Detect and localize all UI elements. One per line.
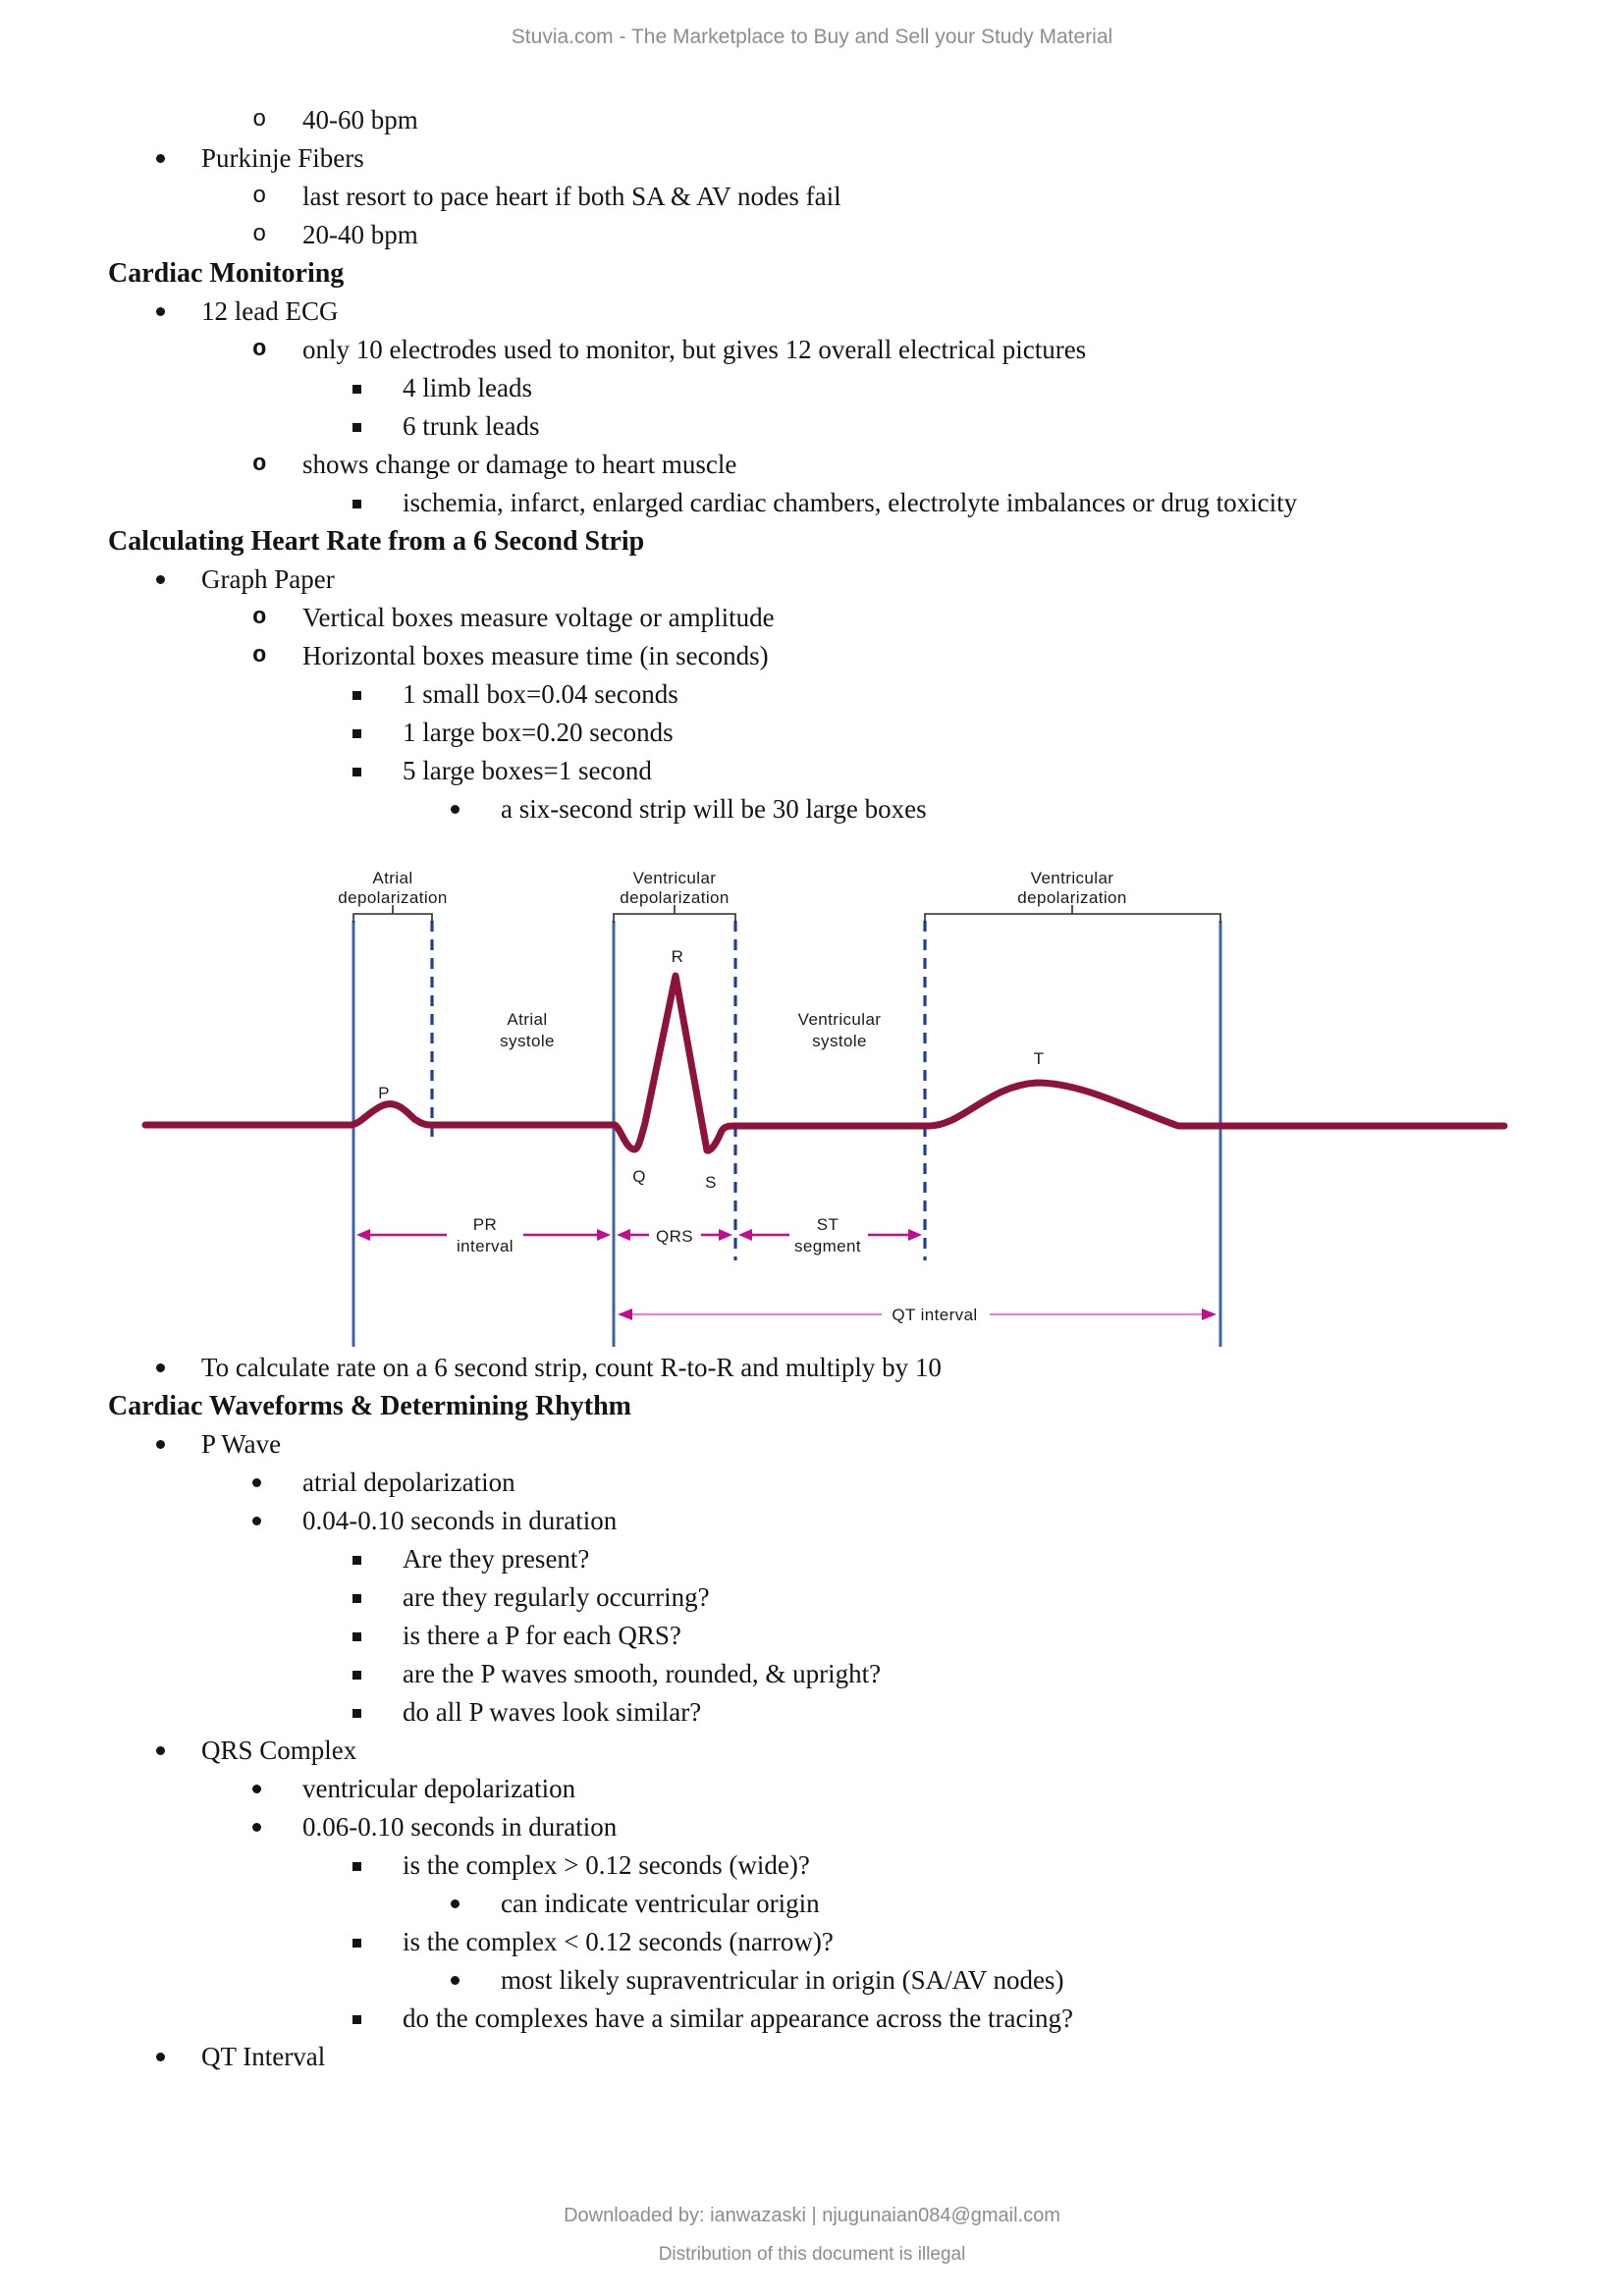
bullet-marker: o: [252, 605, 267, 631]
list-item-text: Are they present?: [403, 1544, 590, 1574]
list-item: [0, 752, 1624, 790]
list-item-text: 1 small box=0.04 seconds: [403, 679, 678, 709]
bullet-marker: [156, 1746, 165, 1755]
bullet-marker: [352, 1862, 361, 1871]
list-item: [0, 139, 1624, 178]
list-item-text: 5 large boxes=1 second: [403, 756, 652, 785]
ventricular-systole-label-line2: systole: [812, 1032, 867, 1050]
q-wave-label: Q: [632, 1167, 646, 1186]
list-item-text: QT Interval: [201, 2042, 326, 2071]
list-item: [0, 1578, 1624, 1617]
t-wave-label: T: [1033, 1049, 1045, 1068]
list-item-text: QRS Complex: [201, 1735, 357, 1765]
label-brackets: [353, 905, 1220, 923]
atrial-depolarization-label-line1: Atrial: [372, 869, 413, 887]
list-item: [0, 1540, 1624, 1578]
bullet-marker: [451, 1976, 460, 1985]
bullet-marker: [352, 1709, 361, 1718]
list-item-text: 0.04-0.10 seconds in duration: [302, 1506, 618, 1535]
qrs-label: QRS: [655, 1227, 694, 1246]
bullet-marker: [156, 575, 165, 584]
bullet-marker: [352, 1594, 361, 1603]
bullet-marker: [156, 1363, 165, 1372]
heading-text: Calculating Heart Rate from a 6 Second Strip: [108, 526, 645, 557]
bullet-marker: [352, 423, 361, 432]
list-item: [0, 216, 1624, 254]
list-item-text: Vertical boxes measure voltage or amplitude: [302, 603, 775, 632]
list-item-text: a six-second strip will be 30 large boxes: [501, 794, 927, 824]
bullet-marker: [156, 1440, 165, 1449]
ventricular-systole-label-line1: Ventricular: [797, 1010, 882, 1029]
r-wave-label: R: [671, 947, 684, 966]
bullet-marker: [156, 154, 165, 163]
bullet-marker: [352, 2015, 361, 2024]
list-item-text: Graph Paper: [201, 564, 335, 594]
bullet-marker: [252, 1478, 261, 1487]
list-item: [0, 1846, 1624, 1885]
dashed-boundary-lines: [432, 921, 925, 1260]
bullet-marker: [252, 1785, 261, 1793]
bullet-marker: o: [252, 337, 267, 363]
list-item: [0, 101, 1624, 139]
list-item: [0, 1502, 1624, 1540]
ventricular-repolarization-label-line2: depolarization: [1017, 888, 1127, 907]
qt-interval-label: QT interval: [892, 1306, 978, 1324]
list-item: [0, 2038, 1624, 2076]
list-item-text: atrial depolarization: [302, 1468, 515, 1497]
list-item-text: Horizontal boxes measure time (in seconds): [302, 641, 769, 670]
list-item: [0, 1732, 1624, 1770]
list-item-text: 12 lead ECG: [201, 296, 339, 326]
st-segment-label-line2: segment: [793, 1237, 862, 1255]
list-item: [0, 446, 1624, 484]
bullet-marker: o: [252, 184, 267, 210]
bullet-marker: [352, 1632, 361, 1641]
stuvia-header: Stuvia.com - The Marketplace to Buy and Sell your Study Material: [511, 26, 1113, 48]
bullet-marker: o: [252, 452, 267, 478]
list-item-text: are they regularly occurring?: [403, 1582, 710, 1612]
list-item-text: 1 large box=0.20 seconds: [403, 718, 674, 747]
list-item: [0, 369, 1624, 407]
solid-boundary-lines: [353, 921, 1220, 1347]
list-item: [0, 561, 1624, 599]
list-item-text: 6 trunk leads: [403, 411, 540, 441]
bullet-marker: o: [252, 107, 267, 133]
legal-footer: Distribution of this document is illegal: [658, 2244, 966, 2265]
list-item-text: is the complex > 0.12 seconds (wide)?: [403, 1850, 810, 1880]
bullet-marker: [352, 729, 361, 738]
heading-text: Cardiac Monitoring: [108, 258, 345, 289]
list-item: [0, 1349, 1624, 1387]
bullet-marker: [252, 1517, 261, 1525]
list-item-text: Purkinje Fibers: [201, 143, 364, 173]
bullet-marker: [252, 1823, 261, 1832]
section-heading: [0, 254, 1624, 293]
ecg-diagram: [137, 856, 1512, 1347]
ventricular-repolarization-label-line1: Ventricular: [1030, 869, 1114, 887]
list-item: [0, 1425, 1624, 1464]
bullet-marker: [352, 385, 361, 394]
st-segment-label-line1: ST: [816, 1215, 839, 1234]
list-item: [0, 675, 1624, 714]
list-item-text: P Wave: [201, 1429, 282, 1459]
list-item-text: last resort to pace heart if both SA & AV nodes fail: [302, 182, 841, 211]
ventricular-depolarization-label-line2: depolarization: [620, 888, 730, 907]
list-item-text: shows change or damage to heart muscle: [302, 450, 737, 479]
heading-text: Cardiac Waveforms & Determining Rhythm: [108, 1391, 631, 1421]
list-item: [0, 1655, 1624, 1693]
list-item: [0, 484, 1624, 522]
bullet-marker: [156, 307, 165, 316]
list-item: [0, 1808, 1624, 1846]
list-item: [0, 1923, 1624, 1961]
list-item-text: is the complex < 0.12 seconds (narrow)?: [403, 1927, 834, 1956]
list-item: [0, 637, 1624, 675]
bullet-marker: [156, 2053, 165, 2061]
atrial-systole-label-line2: systole: [500, 1032, 555, 1050]
list-item: [0, 790, 1624, 828]
list-item: [0, 1770, 1624, 1808]
list-item: [0, 2000, 1624, 2038]
list-item-text: 0.06-0.10 seconds in duration: [302, 1812, 618, 1842]
list-item-text: ischemia, infarct, enlarged cardiac chambers, electrolyte imbalances or drug toxicity: [403, 488, 1298, 517]
list-item: [0, 1693, 1624, 1732]
atrial-systole-label-line1: Atrial: [507, 1010, 548, 1029]
bullet-marker: [352, 500, 361, 508]
bullet-marker: [451, 805, 460, 814]
list-item: [0, 1961, 1624, 2000]
section-heading: [0, 522, 1624, 561]
list-item-text: do the complexes have a similar appearance across the tracing?: [403, 2003, 1073, 2033]
atrial-depolarization-label-line2: depolarization: [338, 888, 448, 907]
list-item: [0, 178, 1624, 216]
notes-block-top: [0, 101, 1624, 828]
list-item-text: 4 limb leads: [403, 373, 532, 402]
list-item-text: can indicate ventricular origin: [501, 1889, 820, 1918]
list-item: [0, 293, 1624, 331]
p-wave-label: P: [378, 1084, 390, 1102]
section-heading: [0, 1387, 1624, 1425]
download-footer: Downloaded by: ianwazaski | njugunaian084@gmail.com: [564, 2205, 1060, 2226]
list-item: [0, 1617, 1624, 1655]
ventricular-depolarization-label-line1: Ventricular: [632, 869, 717, 887]
bullet-marker: [451, 1899, 460, 1908]
ecg-waveform-trace: [145, 976, 1504, 1150]
list-item-text: is there a P for each QRS?: [403, 1621, 681, 1650]
bullet-marker: o: [252, 222, 267, 248]
list-item: [0, 714, 1624, 752]
list-item: [0, 1464, 1624, 1502]
list-item-text: do all P waves look similar?: [403, 1697, 702, 1727]
list-item-text: 40-60 bpm: [302, 105, 418, 134]
list-item: [0, 1885, 1624, 1923]
list-item-text: only 10 electrodes used to monitor, but gives 12 overall electrical pictures: [302, 335, 1087, 364]
list-item-text: most likely supraventricular in origin (SA/AV nodes): [501, 1965, 1064, 1995]
list-item-text: are the P waves smooth, rounded, & upright?: [403, 1659, 882, 1688]
bullet-marker: [352, 1556, 361, 1565]
pr-interval-label-line1: PR: [472, 1215, 498, 1234]
notes-block-bottom: [0, 1349, 1624, 2076]
bullet-marker: [352, 1671, 361, 1680]
list-item: [0, 599, 1624, 637]
list-item-text: ventricular depolarization: [302, 1774, 576, 1803]
list-item: [0, 407, 1624, 446]
s-wave-label: S: [705, 1173, 717, 1192]
bullet-marker: [352, 1939, 361, 1948]
list-item: [0, 331, 1624, 369]
bullet-marker: [352, 691, 361, 700]
bullet-marker: o: [252, 643, 267, 669]
list-item-text: 20-40 bpm: [302, 220, 418, 249]
bullet-marker: [352, 768, 361, 776]
list-item-text: To calculate rate on a 6 second strip, count R-to-R and multiply by 10: [201, 1353, 942, 1382]
pr-interval-label-line2: interval: [456, 1237, 514, 1255]
